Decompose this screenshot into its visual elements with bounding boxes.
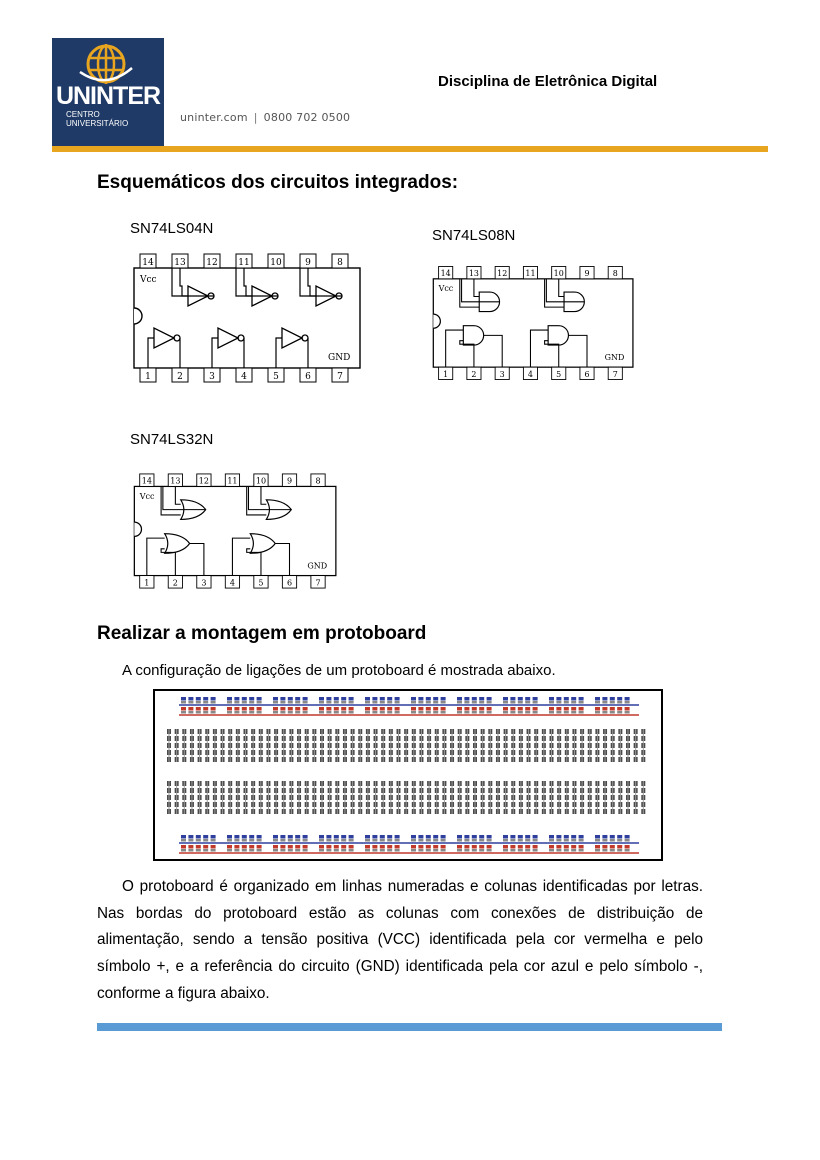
pin-number: 3 [209,372,215,382]
pin-number: 10 [553,269,564,279]
protoboard-description: O protoboard é organizado em linhas numeradas e colunas identificadas por letras. Nas bordas do protoboard estão as colunas com conexões de distribuição de alimentação, sendo a tensão positiva (VCC) identificada pela cor vermelha e pelo símbolo +, e a referência do circuito (GND) identificada pela cor azul e pelo símbolo -, conforme a figura abaixo. [97,878,703,1002]
pin-number: 13 [468,269,479,279]
pin-number: 11 [227,476,238,486]
gnd-label: GND [307,561,328,571]
pin-number: 1 [144,578,150,588]
vcc-label: Vcc [438,284,454,294]
chip-body [433,279,633,367]
pin-number: 7 [612,369,618,379]
pin-number: 4 [229,578,235,588]
pin-number: 11 [525,269,536,279]
pin-number: 11 [238,258,250,268]
protoboard-heading: Realizar a montagem em protoboard [97,623,427,644]
pin-number: 2 [177,372,183,382]
discipline-title: Disciplina de Eletrônica Digital [438,73,658,90]
chip-body [134,268,360,368]
pin-number: 3 [499,369,505,379]
pin-number: 8 [612,269,618,279]
vcc-label: Vcc [140,275,157,285]
schematics-heading: Esquemáticos dos circuitos integrados: [97,172,459,193]
pin-number: 3 [201,578,207,588]
uninter-logo [52,38,164,148]
pin-number: 9 [305,258,311,268]
logo-wordmark: UNINTER [55,82,161,110]
pin-number: 13 [170,476,181,486]
footer-accent-bar [97,1023,722,1031]
pin-number: 5 [258,578,264,588]
pin-number: 12 [206,258,218,268]
pin-number: 10 [255,476,267,486]
protoboard-figure [153,689,663,861]
pin-number: 6 [286,578,293,588]
pin-number: 8 [315,476,321,486]
pin-number: 5 [556,369,562,379]
pin-number: 7 [337,372,343,382]
pin-number: 4 [241,372,247,382]
pin-number: 2 [172,578,178,588]
pin-number: 1 [443,369,449,379]
pin-number: 8 [337,258,343,268]
logo-subtitle-2: UNIVERSITÁRIO [66,119,129,128]
phone-number: 0800 702 0500 [263,111,351,124]
pin-number: 14 [142,258,154,268]
gnd-label: GND [328,353,351,363]
chip-body [134,486,336,575]
pin-number: 12 [497,269,508,279]
header-accent-bar [52,146,768,152]
contact-line: uninter.com | 0800 702 0500 [180,111,351,124]
pin-number: 14 [440,269,451,279]
pin-number: 4 [527,369,533,379]
chip-diagram-ls32 [129,470,343,592]
website-link[interactable]: uninter.com [180,111,248,124]
terminal-block-upper [167,729,645,762]
chip-label-ls04: SN74LS04N [130,220,214,237]
pin-number: 7 [315,578,321,588]
chip-diagram-ls04 [128,250,368,386]
pin-number: 6 [305,372,311,382]
pin-number: 6 [584,369,590,379]
protoboard-intro: A configuração de ligações de um protoboard é mostrada abaixo. [122,662,556,679]
pin-number: 14 [141,476,152,486]
pin-number: 10 [270,258,282,268]
pin-number: 1 [145,372,151,382]
chip-label-ls32: SN74LS32N [130,431,214,448]
pin-number: 5 [273,372,279,382]
pin-number: 12 [198,476,210,486]
pin-number: 9 [584,269,590,279]
vcc-label: Vcc [139,491,155,501]
terminal-block-lower [167,781,645,814]
pin-number: 2 [471,369,477,379]
pin-number: 13 [174,258,186,268]
pin-number: 9 [286,476,293,486]
logo-subtitle-1: CENTRO [66,110,100,119]
chip-label-ls08: SN74LS08N [432,227,516,244]
gnd-label: GND [604,353,625,363]
chip-diagram-ls08 [428,262,640,384]
